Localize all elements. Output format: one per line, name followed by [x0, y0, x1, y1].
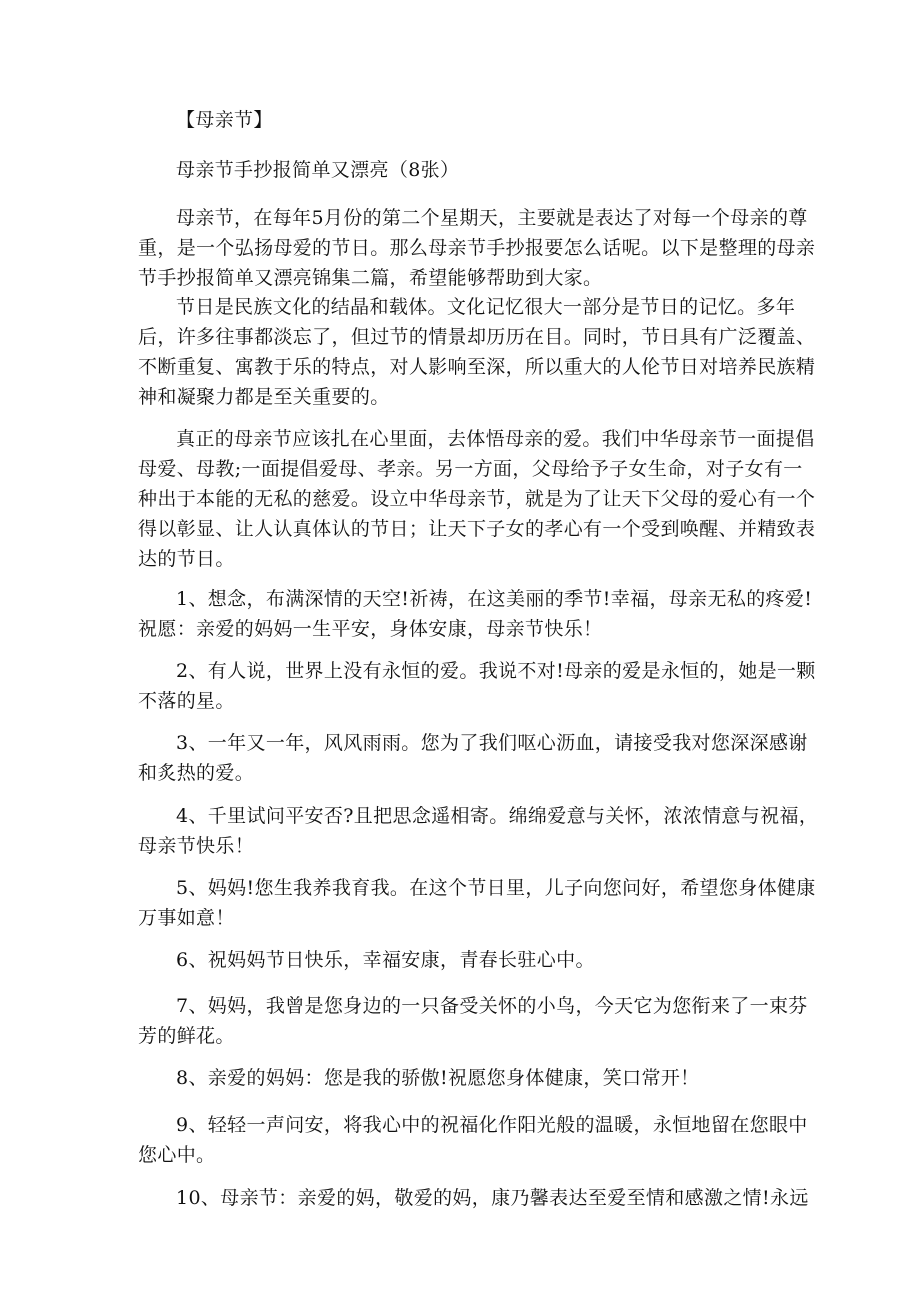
- subtitle: 母亲节手抄报简单又漂亮（8张）: [176, 159, 460, 181]
- wish-line: 9、轻轻一声问安，将我心中的祝福化作阳光般的温暖，永恒地留在您眼中: [176, 1114, 808, 1136]
- wish-line: 5、妈妈!您生我养我育我。在这个节日里，儿子向您问好，希望您身体健康: [176, 877, 816, 899]
- wish-line: 祝愿：亲爱的妈妈一生平安，身体安康，母亲节快乐！: [138, 618, 603, 640]
- true-festival-paragraph-line: 达的节日。: [138, 548, 235, 570]
- wish-line: 1、想念，布满深情的天空!祈祷，在这美丽的季节!幸福，母亲无私的疼爱!: [176, 588, 813, 610]
- festival-paragraph-line: 神和凝聚力都是至关重要的。: [138, 386, 390, 408]
- true-festival-paragraph-line: 得以彰显、让人认真体认的节日；让天下子女的孝心有一个受到唤醒、并精致表: [138, 518, 816, 540]
- wish-line: 2、有人说，世界上没有永恒的爱。我说不对!母亲的爱是永恒的，她是一颗: [176, 660, 816, 682]
- wish-line: 母亲节快乐！: [138, 835, 255, 857]
- heading: 【母亲节】: [176, 109, 273, 131]
- wish-line: 7、妈妈，我曾是您身边的一只备受关怀的小鸟，今天它为您衔来了一束芬: [176, 995, 808, 1017]
- true-festival-paragraph-line: 母爱、母教;一面提倡爱母、孝亲。另一方面，父母给予子女生命，对子女有一: [138, 458, 803, 480]
- wish-line: 芳的鲜花。: [138, 1025, 235, 1047]
- wish-line: 3、一年又一年，风风雨雨。您为了我们呕心沥血，请接受我对您深深感谢: [176, 732, 808, 754]
- wish-line: 万事如意！: [138, 907, 235, 929]
- wish-line: 不落的星。: [138, 690, 235, 712]
- wish-line: 10、母亲节：亲爱的妈，敬爱的妈，康乃馨表达至爱至情和感激之情!永远: [176, 1187, 809, 1209]
- intro-line: 母亲节，在每年5月份的第二个星期天，主要就是表达了对每一个母亲的尊: [176, 207, 808, 229]
- intro-line: 重，是一个弘扬母爱的节日。那么母亲节手抄报要怎么话呢。以下是整理的母亲: [138, 237, 816, 259]
- wish-line: 您心中。: [138, 1144, 216, 1166]
- true-festival-paragraph-line: 真正的母亲节应该扎在心里面，去体悟母亲的爱。我们中华母亲节一面提倡: [176, 428, 815, 450]
- wish-line: 8、亲爱的妈妈：您是我的骄傲!祝愿您身体健康，笑口常开！: [176, 1067, 700, 1089]
- wish-line: 和炙热的爱。: [138, 762, 255, 784]
- wish-line: 6、祝妈妈节日快乐，幸福安康，青春长驻心中。: [176, 949, 595, 971]
- festival-paragraph-line: 后，许多往事都淡忘了，但过节的情景却历历在目。同时，节日具有广泛覆盖、: [138, 326, 816, 348]
- wish-line: 4、千里试问平安否?且把思念遥相寄。绵绵爱意与关怀，浓浓情意与祝福，: [176, 805, 819, 827]
- festival-paragraph-line: 节日是民族文化的结晶和载体。文化记忆很大一部分是节日的记忆。多年: [176, 296, 796, 318]
- true-festival-paragraph-line: 种出于本能的无私的慈爱。设立中华母亲节，就是为了让天下父母的爱心有一个: [138, 488, 816, 510]
- festival-paragraph-line: 不断重复、寓教于乐的特点，对人影响至深，所以重大的人伦节日对培养民族精: [138, 356, 816, 378]
- intro-line: 节手抄报简单又漂亮锦集二篇，希望能够帮助到大家。: [138, 267, 603, 289]
